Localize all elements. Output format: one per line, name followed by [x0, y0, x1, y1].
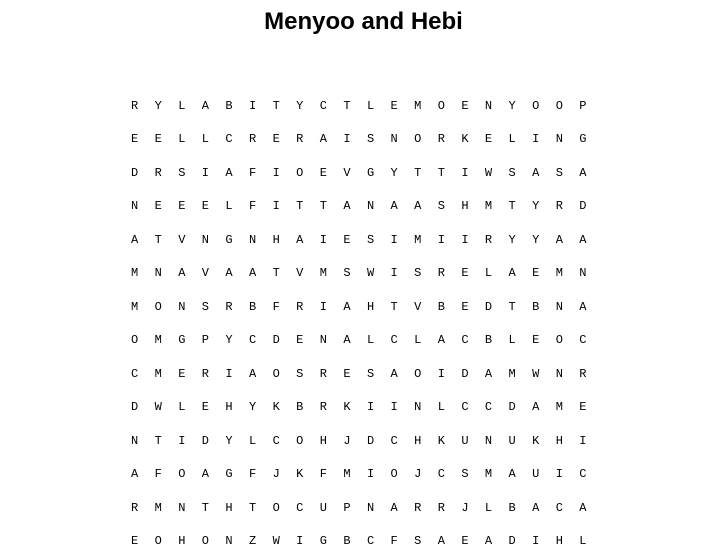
- grid-letter: F: [273, 300, 297, 314]
- grid-letter: L: [414, 333, 438, 347]
- grid-letter: I: [556, 467, 580, 481]
- grid-letter: B: [438, 300, 462, 314]
- grid-letter: K: [296, 467, 320, 481]
- grid-letter: A: [249, 367, 273, 381]
- grid-letter: V: [178, 233, 202, 247]
- grid-letter: T: [155, 434, 179, 448]
- grid-letter: G: [320, 534, 344, 548]
- grid-letter: M: [155, 501, 179, 515]
- grid-letter: R: [485, 233, 509, 247]
- grid-letter: L: [485, 501, 509, 515]
- grid-letter: N: [367, 199, 391, 213]
- grid-letter: C: [461, 333, 485, 347]
- grid-letter: O: [556, 99, 580, 113]
- grid-letter: O: [532, 99, 556, 113]
- grid-letter: H: [556, 534, 580, 548]
- grid-letter: M: [155, 367, 179, 381]
- grid-letter: C: [438, 467, 462, 481]
- grid-letter: B: [532, 300, 556, 314]
- grid-letter: F: [249, 166, 273, 180]
- grid-letter: W: [532, 367, 556, 381]
- grid-letter: T: [249, 501, 273, 515]
- grid-letter: I: [296, 534, 320, 548]
- grid-letter: R: [438, 266, 462, 280]
- grid-letter: E: [131, 132, 155, 146]
- grid-letter: C: [391, 434, 415, 448]
- grid-row: [131, 458, 603, 492]
- grid-row: [131, 290, 603, 324]
- grid-letter: L: [178, 400, 202, 414]
- grid-letter: R: [225, 300, 249, 314]
- grid-letter: E: [178, 367, 202, 381]
- grid-letter: E: [343, 367, 367, 381]
- grid-letter: H: [461, 199, 485, 213]
- grid-letter: O: [178, 467, 202, 481]
- grid-letter: C: [485, 400, 509, 414]
- grid-letter: C: [249, 333, 273, 347]
- grid-letter: N: [556, 132, 580, 146]
- grid-row: [131, 357, 603, 391]
- grid-letter: D: [131, 400, 155, 414]
- grid-letter: R: [296, 300, 320, 314]
- grid-letter: T: [296, 199, 320, 213]
- grid-letter: D: [509, 400, 533, 414]
- grid-letter: T: [273, 99, 297, 113]
- grid-letter: I: [367, 400, 391, 414]
- grid-letter: I: [391, 400, 415, 414]
- grid-letter: A: [343, 300, 367, 314]
- grid-letter: S: [367, 367, 391, 381]
- grid-letter: C: [461, 400, 485, 414]
- grid-letter: H: [225, 400, 249, 414]
- grid-letter: A: [131, 233, 155, 247]
- grid-letter: M: [414, 99, 438, 113]
- grid-letter: L: [202, 132, 226, 146]
- grid-letter: O: [273, 367, 297, 381]
- grid-letter: I: [438, 233, 462, 247]
- grid-letter: A: [509, 467, 533, 481]
- grid-letter: J: [461, 501, 485, 515]
- grid-letter: L: [579, 534, 603, 548]
- grid-letter: M: [485, 199, 509, 213]
- grid-letter: I: [391, 266, 415, 280]
- grid-letter: T: [509, 199, 533, 213]
- grid-letter: Y: [296, 99, 320, 113]
- grid-row: [131, 491, 603, 525]
- grid-letter: Y: [225, 434, 249, 448]
- grid-letter: C: [579, 467, 603, 481]
- grid-letter: B: [343, 534, 367, 548]
- grid-letter: B: [296, 400, 320, 414]
- grid-letter: R: [131, 501, 155, 515]
- grid-letter: V: [202, 266, 226, 280]
- grid-letter: S: [178, 166, 202, 180]
- grid-letter: H: [414, 434, 438, 448]
- grid-letter: B: [249, 300, 273, 314]
- grid-letter: M: [320, 266, 344, 280]
- grid-letter: Y: [532, 199, 556, 213]
- grid-letter: I: [249, 99, 273, 113]
- grid-letter: T: [414, 166, 438, 180]
- grid-letter: G: [579, 132, 603, 146]
- grid-letter: F: [249, 467, 273, 481]
- grid-letter: R: [414, 501, 438, 515]
- grid-letter: D: [367, 434, 391, 448]
- grid-row: [131, 89, 603, 123]
- grid-letter: K: [438, 434, 462, 448]
- grid-row: [131, 190, 603, 224]
- grid-letter: E: [532, 333, 556, 347]
- grid-letter: M: [509, 367, 533, 381]
- grid-letter: D: [273, 333, 297, 347]
- grid-letter: A: [343, 199, 367, 213]
- grid-letter: E: [485, 132, 509, 146]
- grid-letter: A: [485, 534, 509, 548]
- grid-letter: E: [461, 300, 485, 314]
- grid-letter: A: [225, 266, 249, 280]
- grid-letter: O: [273, 501, 297, 515]
- grid-letter: M: [556, 266, 580, 280]
- grid-letter: N: [225, 534, 249, 548]
- grid-letter: A: [485, 367, 509, 381]
- grid-letter: M: [155, 333, 179, 347]
- grid-letter: R: [438, 501, 462, 515]
- grid-row: [131, 391, 603, 425]
- grid-letter: S: [367, 132, 391, 146]
- grid-letter: A: [438, 333, 462, 347]
- grid-letter: L: [225, 199, 249, 213]
- grid-letter: I: [320, 233, 344, 247]
- grid-letter: E: [202, 199, 226, 213]
- word-search-grid: [131, 89, 603, 558]
- grid-letter: C: [579, 333, 603, 347]
- grid-letter: E: [320, 166, 344, 180]
- grid-letter: E: [532, 266, 556, 280]
- grid-letter: L: [509, 132, 533, 146]
- grid-letter: L: [509, 333, 533, 347]
- grid-letter: N: [202, 233, 226, 247]
- grid-letter: A: [225, 166, 249, 180]
- grid-letter: O: [414, 367, 438, 381]
- grid-letter: E: [461, 99, 485, 113]
- grid-letter: M: [556, 400, 580, 414]
- grid-letter: R: [320, 367, 344, 381]
- grid-letter: I: [320, 300, 344, 314]
- grid-letter: E: [178, 199, 202, 213]
- grid-letter: F: [155, 467, 179, 481]
- grid-letter: G: [225, 233, 249, 247]
- grid-letter: N: [320, 333, 344, 347]
- grid-letter: A: [391, 199, 415, 213]
- grid-letter: S: [296, 367, 320, 381]
- grid-letter: N: [556, 300, 580, 314]
- grid-letter: S: [438, 199, 462, 213]
- grid-letter: A: [391, 367, 415, 381]
- grid-letter: F: [320, 467, 344, 481]
- grid-letter: S: [509, 166, 533, 180]
- grid-letter: O: [131, 333, 155, 347]
- grid-letter: W: [155, 400, 179, 414]
- grid-letter: G: [367, 166, 391, 180]
- grid-letter: T: [155, 233, 179, 247]
- grid-letter: A: [202, 467, 226, 481]
- grid-letter: I: [343, 132, 367, 146]
- grid-letter: O: [296, 434, 320, 448]
- grid-letter: E: [461, 266, 485, 280]
- grid-letter: A: [579, 166, 603, 180]
- grid-letter: T: [273, 266, 297, 280]
- grid-letter: K: [532, 434, 556, 448]
- grid-letter: W: [485, 166, 509, 180]
- grid-letter: Y: [155, 99, 179, 113]
- grid-letter: H: [225, 501, 249, 515]
- grid-letter: U: [532, 467, 556, 481]
- grid-letter: N: [155, 266, 179, 280]
- grid-letter: I: [178, 434, 202, 448]
- grid-letter: S: [343, 266, 367, 280]
- grid-row: [131, 257, 603, 291]
- grid-letter: E: [155, 132, 179, 146]
- grid-letter: R: [155, 166, 179, 180]
- grid-letter: T: [343, 99, 367, 113]
- grid-letter: L: [249, 434, 273, 448]
- grid-letter: Y: [391, 166, 415, 180]
- grid-letter: J: [414, 467, 438, 481]
- grid-letter: N: [367, 501, 391, 515]
- grid-letter: C: [367, 534, 391, 548]
- grid-letter: T: [391, 300, 415, 314]
- grid-letter: I: [532, 132, 556, 146]
- grid-letter: H: [320, 434, 344, 448]
- grid-letter: N: [414, 400, 438, 414]
- grid-letter: V: [296, 266, 320, 280]
- grid-letter: D: [461, 367, 485, 381]
- grid-letter: L: [367, 99, 391, 113]
- grid-letter: B: [485, 333, 509, 347]
- grid-letter: C: [225, 132, 249, 146]
- grid-letter: N: [131, 199, 155, 213]
- grid-letter: W: [273, 534, 297, 548]
- grid-letter: O: [391, 467, 415, 481]
- grid-letter: A: [556, 233, 580, 247]
- grid-letter: I: [461, 166, 485, 180]
- grid-letter: O: [155, 534, 179, 548]
- grid-letter: L: [178, 132, 202, 146]
- grid-letter: N: [485, 99, 509, 113]
- grid-letter: S: [461, 467, 485, 481]
- grid-letter: D: [131, 166, 155, 180]
- grid-letter: E: [296, 333, 320, 347]
- grid-letter: N: [391, 132, 415, 146]
- grid-letter: T: [320, 199, 344, 213]
- grid-letter: Y: [225, 333, 249, 347]
- grid-letter: A: [296, 233, 320, 247]
- grid-letter: H: [178, 534, 202, 548]
- grid-letter: I: [367, 467, 391, 481]
- grid-letter: C: [273, 434, 297, 448]
- grid-letter: R: [438, 132, 462, 146]
- grid-letter: J: [273, 467, 297, 481]
- grid-row: [131, 324, 603, 358]
- grid-letter: N: [485, 434, 509, 448]
- grid-row: [131, 156, 603, 190]
- grid-letter: I: [532, 534, 556, 548]
- grid-letter: K: [461, 132, 485, 146]
- grid-letter: O: [414, 132, 438, 146]
- grid-letter: L: [367, 333, 391, 347]
- grid-letter: C: [131, 367, 155, 381]
- grid-letter: L: [485, 266, 509, 280]
- grid-letter: I: [225, 367, 249, 381]
- grid-letter: B: [225, 99, 249, 113]
- grid-letter: C: [296, 501, 320, 515]
- grid-letter: G: [225, 467, 249, 481]
- grid-letter: D: [579, 199, 603, 213]
- grid-letter: N: [131, 434, 155, 448]
- grid-letter: V: [414, 300, 438, 314]
- grid-letter: E: [343, 233, 367, 247]
- grid-letter: Y: [532, 233, 556, 247]
- grid-letter: H: [556, 434, 580, 448]
- grid-letter: T: [509, 300, 533, 314]
- grid-letter: M: [414, 233, 438, 247]
- grid-letter: L: [438, 400, 462, 414]
- grid-letter: A: [414, 199, 438, 213]
- grid-letter: D: [202, 434, 226, 448]
- grid-letter: I: [202, 166, 226, 180]
- grid-letter: U: [461, 434, 485, 448]
- grid-letter: A: [532, 501, 556, 515]
- grid-letter: D: [485, 300, 509, 314]
- grid-letter: S: [414, 266, 438, 280]
- grid-letter: W: [367, 266, 391, 280]
- grid-letter: R: [131, 99, 155, 113]
- grid-letter: N: [178, 300, 202, 314]
- grid-letter: I: [273, 199, 297, 213]
- grid-letter: A: [343, 333, 367, 347]
- grid-letter: A: [438, 534, 462, 548]
- grid-letter: N: [178, 501, 202, 515]
- grid-letter: O: [202, 534, 226, 548]
- grid-letter: P: [579, 99, 603, 113]
- grid-letter: U: [509, 434, 533, 448]
- grid-letter: C: [556, 501, 580, 515]
- grid-letter: O: [438, 99, 462, 113]
- grid-letter: P: [343, 501, 367, 515]
- grid-letter: Y: [509, 233, 533, 247]
- grid-letter: A: [131, 467, 155, 481]
- grid-row: [131, 223, 603, 257]
- grid-letter: M: [131, 300, 155, 314]
- grid-letter: A: [579, 501, 603, 515]
- grid-letter: R: [249, 132, 273, 146]
- grid-letter: H: [273, 233, 297, 247]
- grid-letter: Y: [249, 400, 273, 414]
- grid-letter: I: [461, 233, 485, 247]
- grid-letter: I: [391, 233, 415, 247]
- grid-row: [131, 525, 603, 558]
- grid-letter: A: [579, 233, 603, 247]
- grid-letter: E: [202, 400, 226, 414]
- grid-letter: S: [202, 300, 226, 314]
- grid-letter: I: [438, 367, 462, 381]
- grid-letter: H: [367, 300, 391, 314]
- grid-letter: P: [202, 333, 226, 347]
- grid-letter: A: [391, 501, 415, 515]
- grid-letter: E: [273, 132, 297, 146]
- grid-letter: A: [320, 132, 344, 146]
- grid-letter: E: [131, 534, 155, 548]
- grid-letter: F: [249, 199, 273, 213]
- grid-letter: N: [249, 233, 273, 247]
- grid-letter: U: [320, 501, 344, 515]
- grid-letter: D: [509, 534, 533, 548]
- grid-letter: N: [579, 266, 603, 280]
- grid-letter: S: [367, 233, 391, 247]
- grid-row: [131, 424, 603, 458]
- grid-letter: C: [391, 333, 415, 347]
- grid-letter: A: [202, 99, 226, 113]
- grid-letter: E: [155, 199, 179, 213]
- grid-letter: V: [343, 166, 367, 180]
- grid-letter: A: [178, 266, 202, 280]
- grid-letter: E: [461, 534, 485, 548]
- grid-letter: R: [296, 132, 320, 146]
- grid-letter: J: [343, 434, 367, 448]
- grid-letter: A: [579, 300, 603, 314]
- grid-letter: K: [273, 400, 297, 414]
- grid-letter: S: [414, 534, 438, 548]
- grid-letter: G: [178, 333, 202, 347]
- grid-letter: R: [202, 367, 226, 381]
- grid-letter: F: [391, 534, 415, 548]
- grid-letter: R: [579, 367, 603, 381]
- grid-letter: M: [131, 266, 155, 280]
- page-title: Menyoo and Hebi: [0, 8, 727, 36]
- grid-letter: Z: [249, 534, 273, 548]
- grid-letter: K: [343, 400, 367, 414]
- grid-letter: E: [579, 400, 603, 414]
- grid-letter: M: [485, 467, 509, 481]
- grid-letter: O: [556, 333, 580, 347]
- grid-letter: C: [320, 99, 344, 113]
- grid-letter: M: [343, 467, 367, 481]
- grid-letter: O: [296, 166, 320, 180]
- grid-row: [131, 123, 603, 157]
- grid-letter: Y: [509, 99, 533, 113]
- grid-letter: E: [391, 99, 415, 113]
- grid-letter: B: [509, 501, 533, 515]
- grid-letter: I: [579, 434, 603, 448]
- grid-letter: A: [532, 400, 556, 414]
- grid-letter: S: [556, 166, 580, 180]
- grid-letter: A: [249, 266, 273, 280]
- grid-letter: N: [556, 367, 580, 381]
- grid-letter: R: [320, 400, 344, 414]
- grid-letter: A: [532, 166, 556, 180]
- grid-letter: T: [202, 501, 226, 515]
- grid-letter: L: [178, 99, 202, 113]
- grid-letter: I: [273, 166, 297, 180]
- grid-letter: A: [509, 266, 533, 280]
- grid-letter: R: [556, 199, 580, 213]
- grid-letter: T: [438, 166, 462, 180]
- grid-letter: O: [155, 300, 179, 314]
